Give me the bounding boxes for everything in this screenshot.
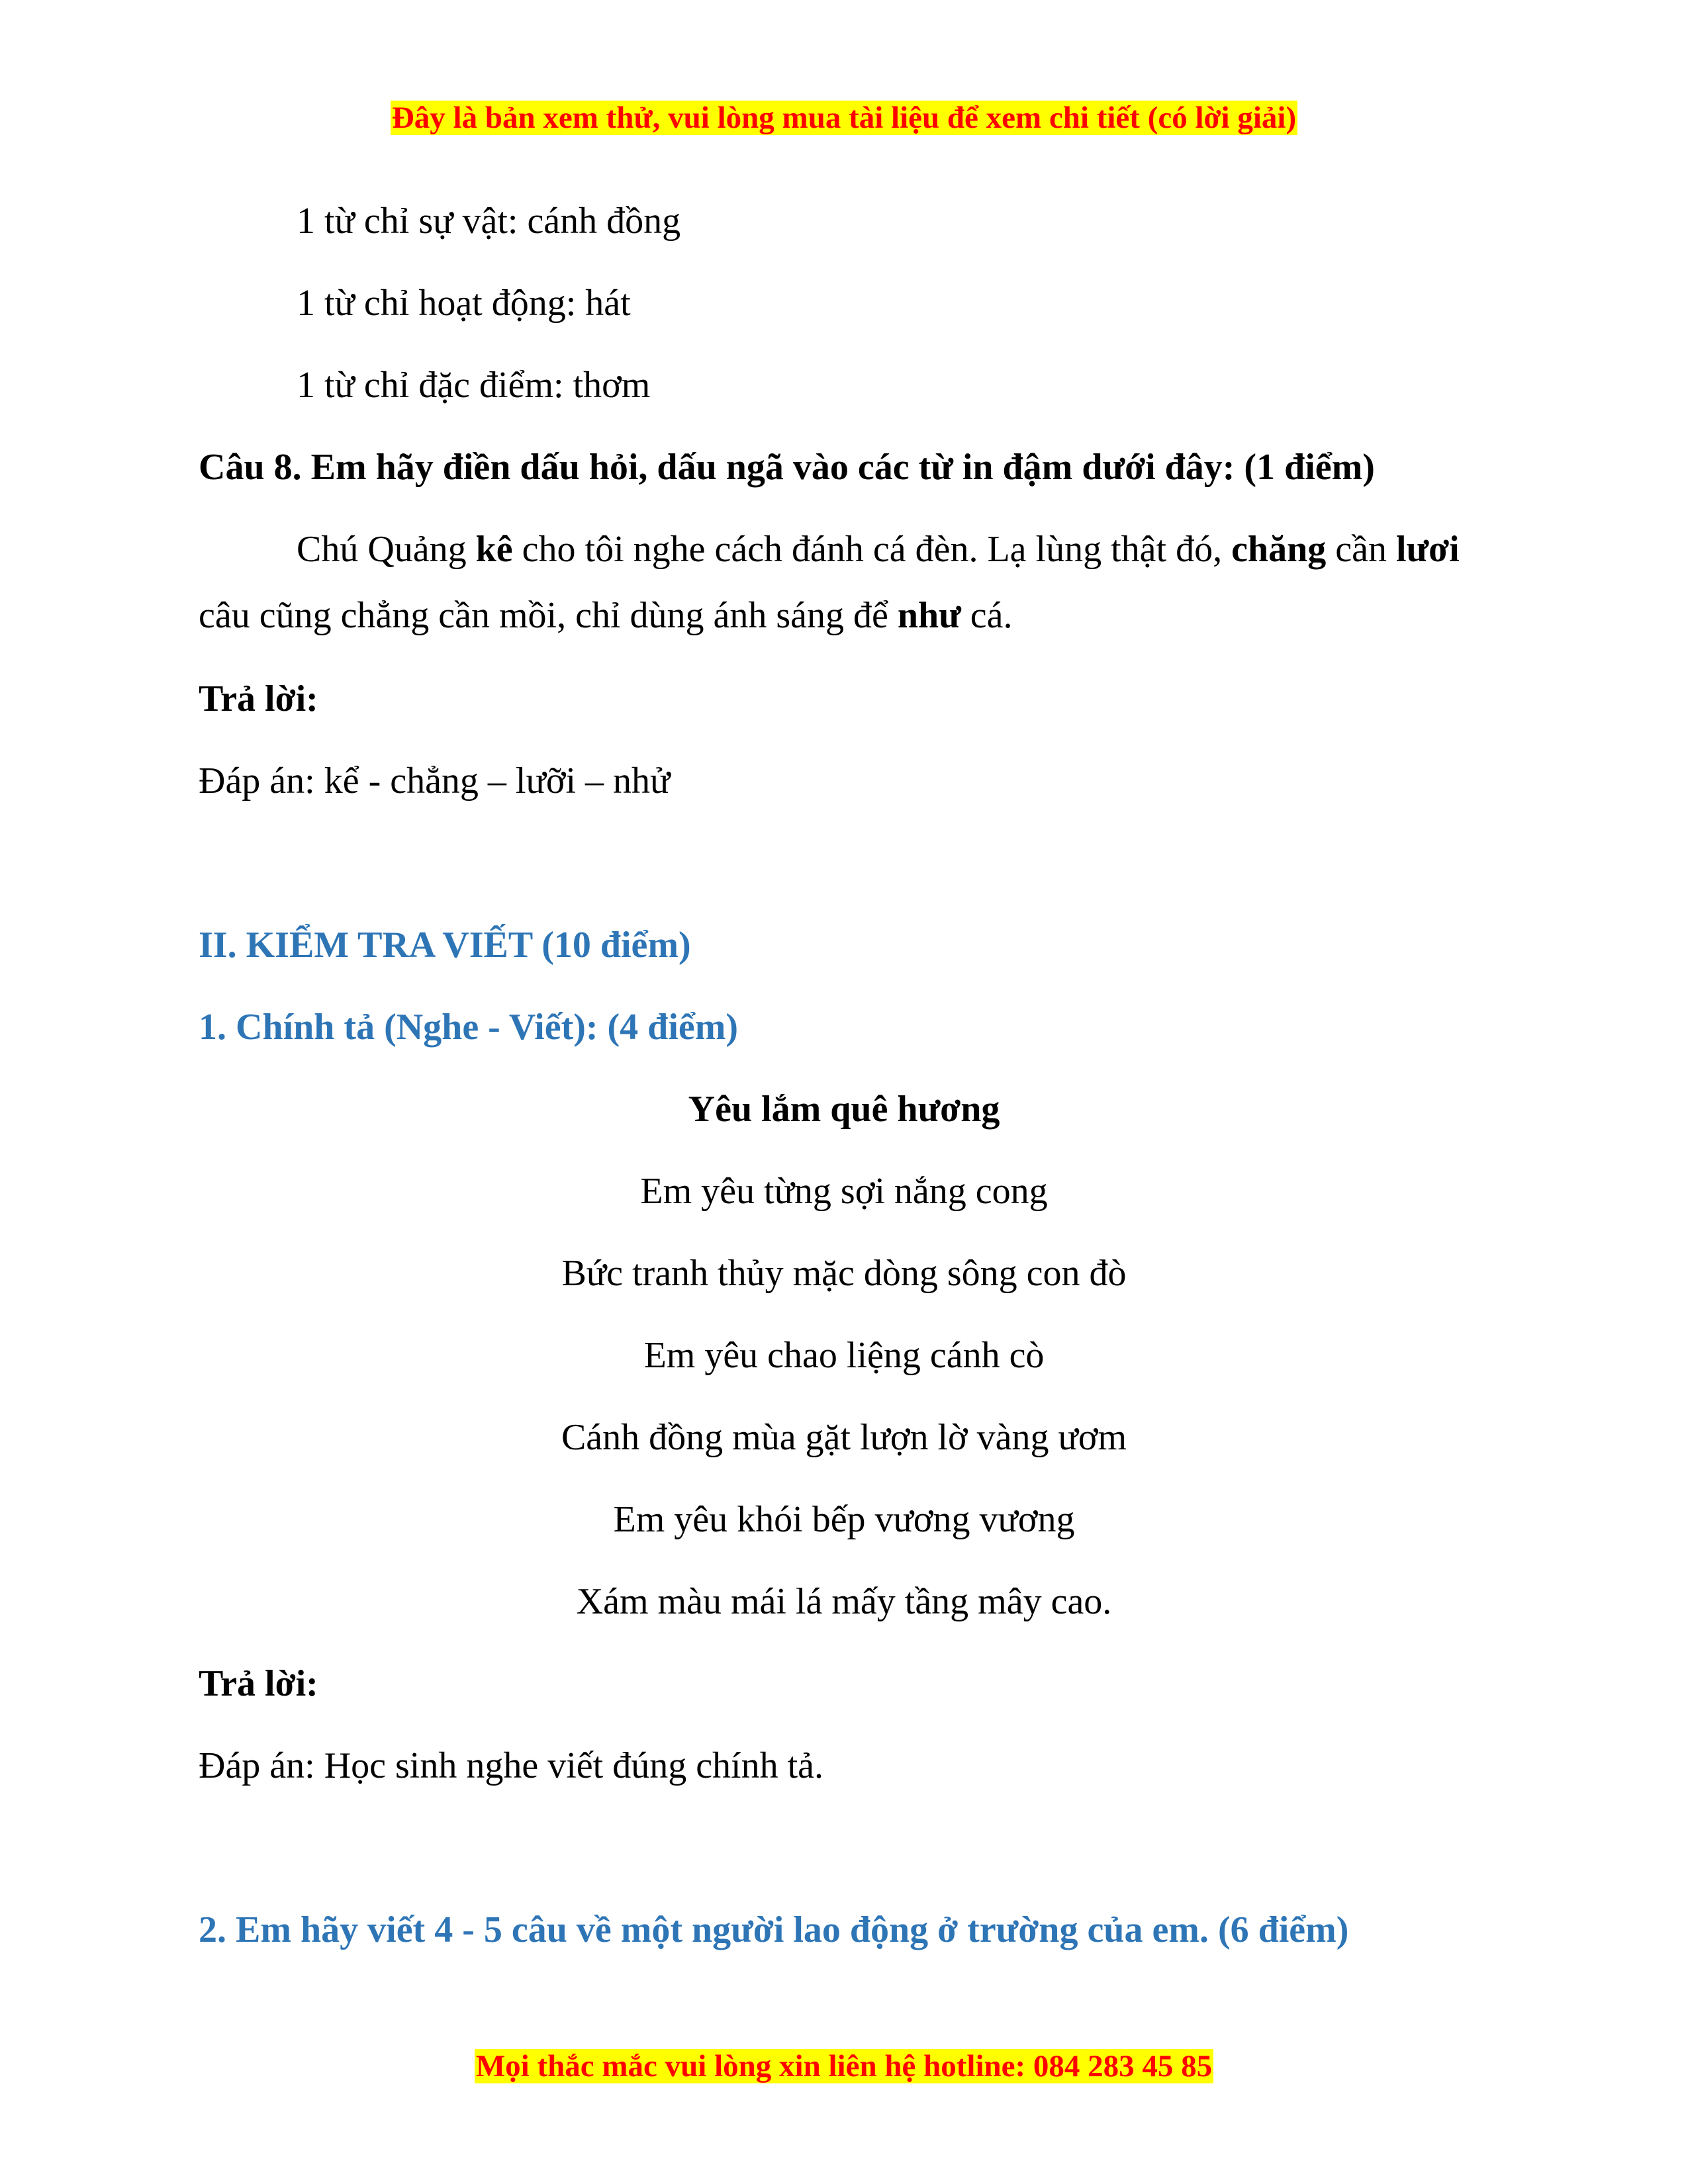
- poem-line: Em yêu từng sợi nắng cong: [640, 1171, 1048, 1212]
- poem-line: Cánh đồng mùa gặt lượn lờ vàng ươm: [561, 1417, 1127, 1458]
- preview-notice-text: Đây là bản xem thử, vui lòng mua tài liệu để xem chi tiết (có lời giải): [391, 101, 1297, 135]
- passage-bold-word: kê: [475, 529, 513, 570]
- passage-text: Chú Quảng: [297, 529, 476, 570]
- question-8-answer-label: Trả lời:: [199, 678, 318, 719]
- word-item-noun: 1 từ chỉ sự vật: cánh đồng: [297, 201, 681, 242]
- poem-line: Em yêu chao liệng cánh cò: [643, 1335, 1045, 1376]
- poem-line: Bức tranh thủy mặc dòng sông con đò: [561, 1253, 1127, 1294]
- preview-notice-banner: [0, 98, 1688, 138]
- passage-text: câu cũng chẳng cần mồi, chỉ dùng ánh sáng để: [199, 595, 898, 636]
- passage-text: cá.: [961, 595, 1013, 636]
- poem-line: Xám màu mái lá mấy tầng mây cao.: [576, 1581, 1112, 1622]
- hotline-notice-text: Mọi thắc mắc vui lòng xin liên hệ hotline: 084 283 45 85: [475, 2049, 1213, 2083]
- dictation-heading: 1. Chính tả (Nghe - Viết): (4 điểm): [199, 1007, 739, 1048]
- passage-text: cần: [1326, 529, 1396, 570]
- poem-title: Yêu lắm quê hương: [688, 1089, 1000, 1130]
- question-8-title: Câu 8. Em hãy điền dấu hỏi, dấu ngã vào các từ in đậm dưới đây: (1 điểm): [199, 447, 1375, 488]
- writing-task-heading: 2. Em hãy viết 4 - 5 câu về một người lao động ở trường của em. (6 điểm): [199, 1909, 1349, 1950]
- question-8-passage: [199, 516, 1489, 649]
- word-item-adjective: 1 từ chỉ đặc điểm: thơm: [297, 365, 651, 406]
- word-item-verb: 1 từ chỉ hoạt động: hát: [297, 283, 631, 324]
- poem-line: Em yêu khói bếp vương vương: [613, 1499, 1075, 1540]
- passage-bold-word: lươi: [1395, 529, 1460, 570]
- section-2-heading: II. KIỂM TRA VIẾT (10 điểm): [199, 925, 691, 966]
- question-8-answer: Đáp án: kể - chẳng – lưỡi – nhử: [199, 760, 671, 801]
- passage-bold-word: như: [897, 595, 961, 636]
- dictation-answer: Đáp án: Học sinh nghe viết đúng chính tả.: [199, 1745, 824, 1786]
- dictation-answer-label: Trả lời:: [199, 1663, 318, 1704]
- passage-bold-word: chăng: [1231, 529, 1327, 570]
- passage-text: cho tôi nghe cách đánh cá đèn. Lạ lùng thật đó,: [512, 529, 1232, 570]
- hotline-notice-banner: [0, 2046, 1688, 2086]
